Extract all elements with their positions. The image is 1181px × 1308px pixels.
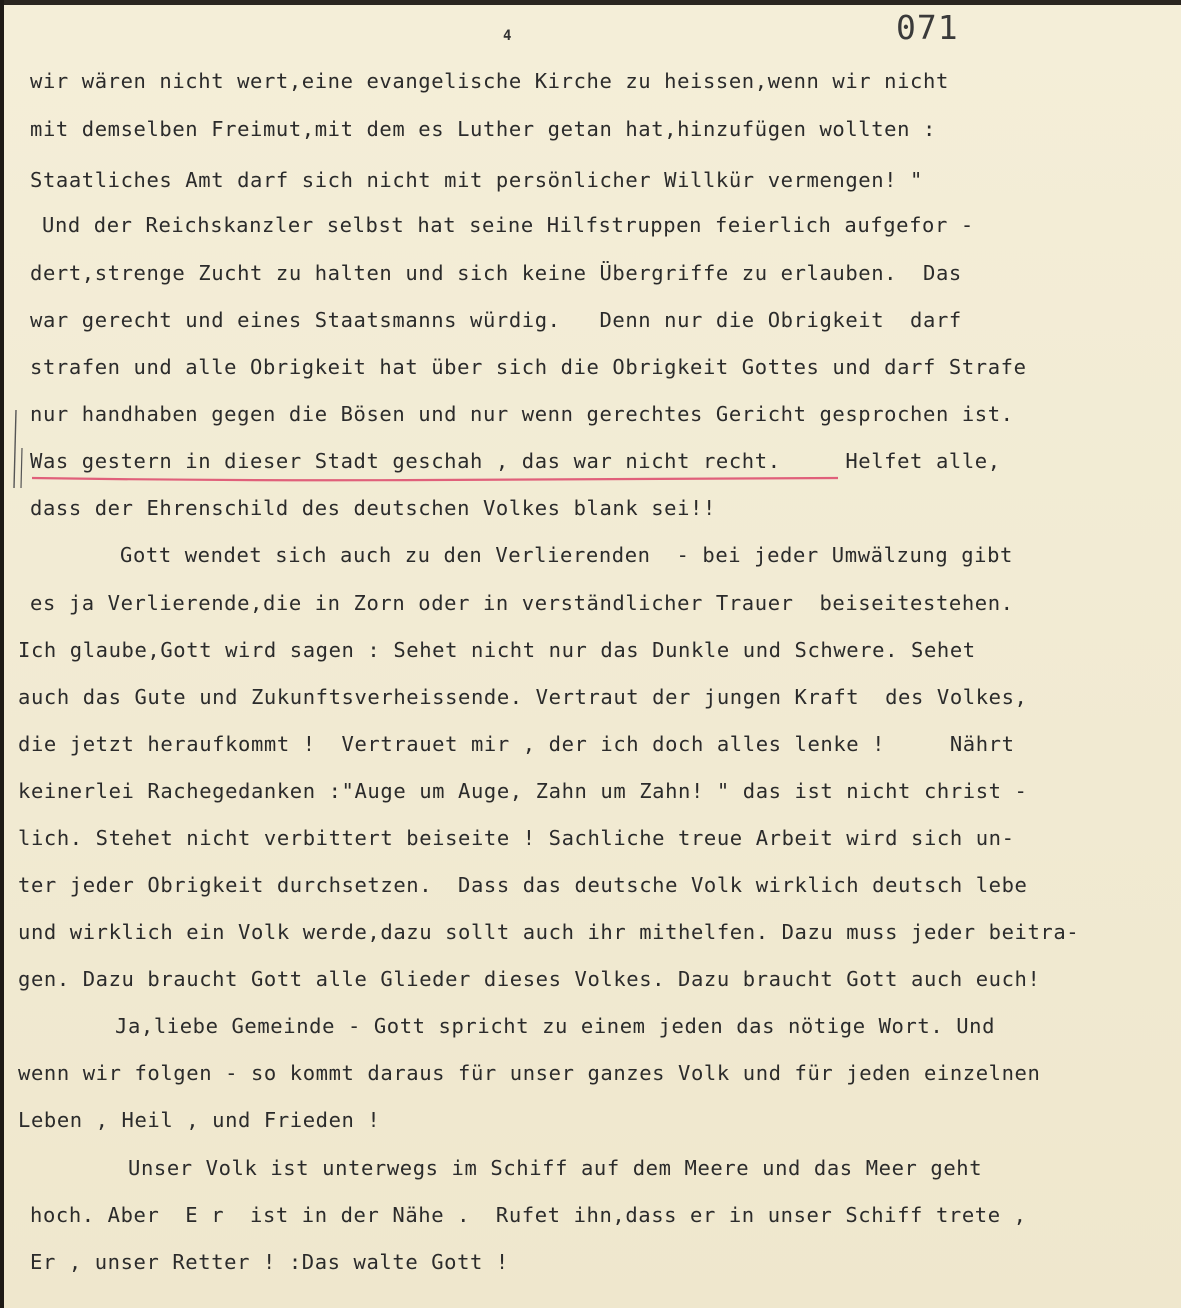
text-line: Unser Volk ist unterwegs im Schiff auf dem Meere und das Meer geht (128, 1156, 983, 1180)
text-line: Er , unser Retter ! :Das walte Gott ! (30, 1250, 509, 1274)
text-line: war gerecht und eines Staatsmanns würdig. Denn nur die Obrigkeit darf (30, 308, 962, 332)
text-line: es ja Verlierende,die in Zorn oder in verständlicher Trauer beiseitestehen. (30, 591, 1014, 615)
text-line: dass der Ehrenschild des deutschen Volkes blank sei!! (30, 496, 716, 520)
text-line: ter jeder Obrigkeit durchsetzen. Dass das deutsche Volk wirklich deutsch lebe (18, 873, 1028, 897)
text-line: auch das Gute und Zukunftsverheissende. Vertraut der jungen Kraft des Volkes, (18, 685, 1028, 709)
pink-underline-mark (30, 475, 840, 483)
text-line: nur handhaben gegen die Bösen und nur wenn gerechtes Gericht gesprochen ist. (30, 402, 1014, 426)
text-line: wenn wir folgen - so kommt daraus für unser ganzes Volk und für jeden einzelnen (18, 1061, 1041, 1085)
text-line: Staatliches Amt darf sich nicht mit persönlicher Willkür vermengen! " (30, 168, 924, 192)
text-line: lich. Stehet nicht verbittert beiseite ! Sachliche treue Arbeit wird sich un- (18, 826, 1015, 850)
text-line: Ja,liebe Gemeinde - Gott spricht zu einem jeden das nötige Wort. Und (115, 1014, 996, 1038)
text-line: Was gestern in dieser Stadt geschah , das war nicht recht. Helfet alle, (30, 449, 1001, 473)
text-line: mit demselben Freimut,mit dem es Luther getan hat,hinzufügen wollten : (30, 117, 936, 141)
scan-edge-top (0, 0, 1181, 5)
page-number: 4 (503, 28, 512, 44)
text-line: strafen und alle Obrigkeit hat über sich die Obrigkeit Gottes und darf Strafe (30, 355, 1027, 379)
text-line: die jetzt heraufkommt ! Vertrauet mir , der ich doch alles lenke ! Nährt (18, 732, 1015, 756)
text-line: Und der Reichskanzler selbst hat seine Hilfstruppen feierlich aufgefor - (42, 213, 974, 237)
text-line: und wirklich ein Volk werde,dazu sollt auch ihr mithelfen. Dazu muss jeder beitra- (18, 920, 1080, 944)
text-line: keinerlei Rachegedanken :"Auge um Auge, Zahn um Zahn! " das ist nicht christ - (18, 779, 1028, 803)
text-line: wir wären nicht wert,eine evangelische Kirche zu heissen,wenn wir nicht (30, 69, 949, 93)
text-line: dert,strenge Zucht zu halten und sich keine Übergriffe zu erlauben. Das (30, 261, 962, 285)
scan-edge-left (0, 0, 4, 1308)
text-line: gen. Dazu braucht Gott alle Glieder dieses Volkes. Dazu braucht Gott auch euch! (18, 967, 1041, 991)
archive-number: 071 (896, 8, 959, 47)
text-line: Gott wendet sich auch zu den Verlierenden - bei jeder Umwälzung gibt (120, 543, 1014, 567)
text-line: Leben , Heil , und Frieden ! (18, 1108, 381, 1132)
text-line: Ich glaube,Gott wird sagen : Sehet nicht nur das Dunkle und Schwere. Sehet (18, 638, 976, 662)
margin-mark (10, 408, 30, 490)
text-line: hoch. Aber E r ist in der Nähe . Rufet ihn,dass er in unser Schiff trete , (30, 1203, 1027, 1227)
